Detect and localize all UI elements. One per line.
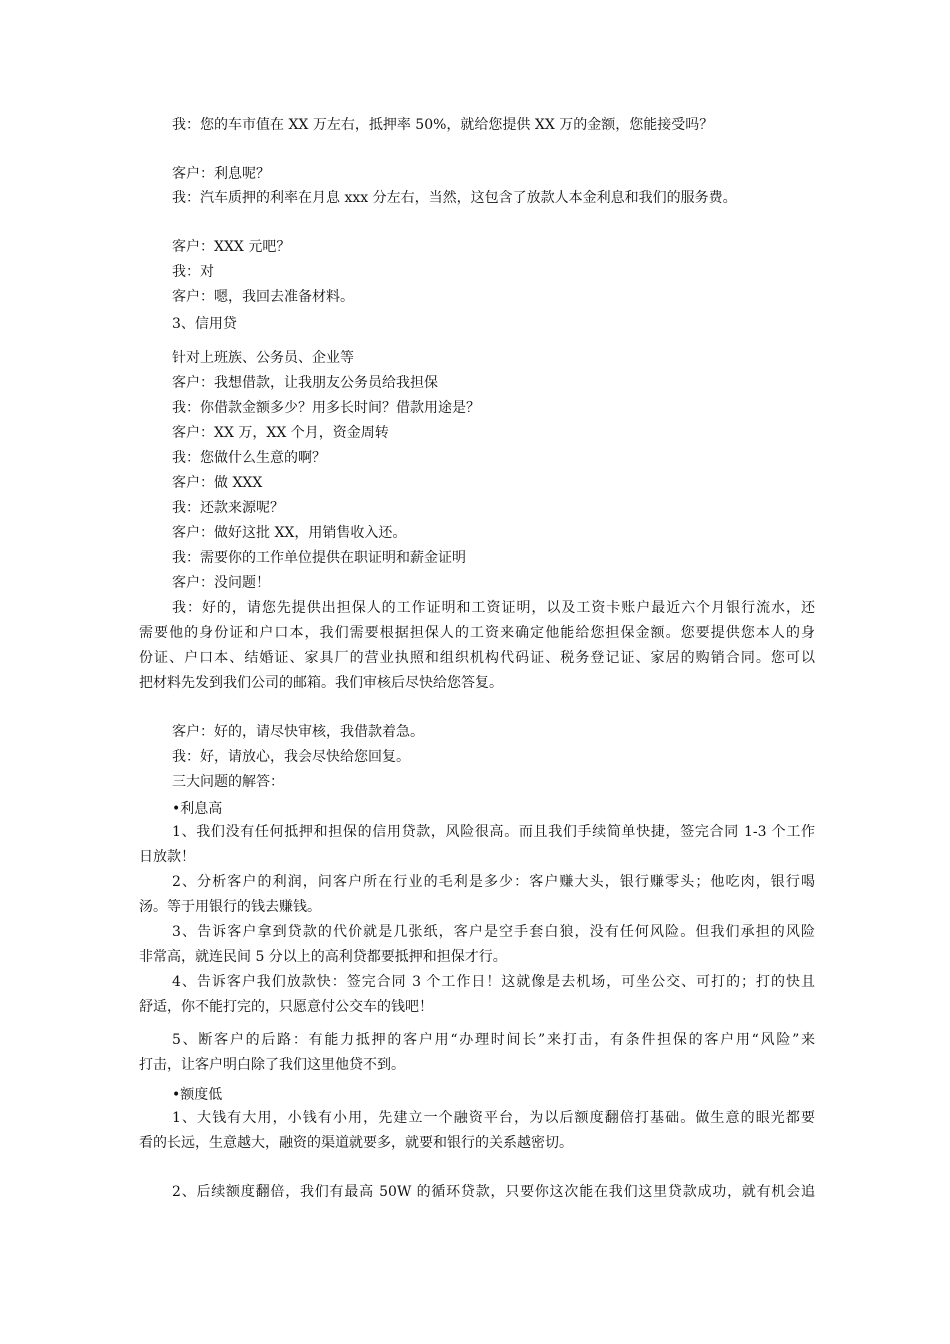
text-line: 客户：没问题！ bbox=[172, 575, 270, 591]
paragraph-line: 5、断客户的后路：有能力抵押的客户用“办理时间长”来打击，有条件担保的客户用“风险”来 bbox=[172, 1032, 815, 1048]
text-line: 客户：做 XXX bbox=[172, 475, 263, 491]
text-line: 客户：XX 万，XX 个月，资金周转 bbox=[172, 425, 389, 441]
paragraph-line: 4、告诉客户我们放款快：签完合同 3 个工作日！这就像是去机场，可坐公交、可打的；打的快且 bbox=[172, 974, 815, 990]
paragraph-line: 舒适，你不能打完的，只愿意付公交车的钱吧！ bbox=[139, 999, 433, 1015]
paragraph-line: 1、我们没有任何抵押和担保的信用贷款，风险很高。而且我们手续简单快捷，签完合同 1-3 个工作 bbox=[172, 824, 815, 840]
text-line: 三大问题的解答： bbox=[172, 774, 284, 790]
paragraph-line: 我：好的，请您先提供出担保人的工作证明和工资证明，以及工资卡账户最近六个月银行流水，还 bbox=[172, 600, 815, 616]
bullet-heading: •额度低 bbox=[172, 1087, 223, 1103]
paragraph-line: 2、分析客户的利润，问客户所在行业的毛利是多少：客户赚大头，银行赚零头；他吃肉，银行喝 bbox=[172, 874, 815, 890]
paragraph-line: 非常高，就连民间 5 分以上的高利贷都要抵押和担保才行。 bbox=[139, 949, 507, 965]
text-line: 我：汽车质押的利率在月息 xxx 分左右，当然，这包含了放款人本金利息和我们的服务费。 bbox=[172, 190, 737, 206]
paragraph-line: 2、后续额度翻倍，我们有最高 50W 的循环贷款，只要你这次能在我们这里贷款成功，就有机会追 bbox=[172, 1184, 815, 1200]
paragraph-line: 3、告诉客户拿到贷款的代价就是几张纸，客户是空手套白狼，没有任何风险。但我们承担的风险 bbox=[172, 924, 815, 940]
text-line: 我：您的车市值在 XX 万左右，抵押率 50%，就给您提供 XX 万的金额，您能接受吗？ bbox=[172, 117, 714, 133]
paragraph-line: 汤。等于用银行的钱去赚钱。 bbox=[139, 899, 321, 915]
text-line: 客户：嗯，我回去准备材料。 bbox=[172, 289, 354, 305]
section-heading: 3、信用贷 bbox=[172, 316, 237, 332]
text-line: 针对上班族、公务员、企业等 bbox=[172, 350, 354, 366]
paragraph-line: 打击，让客户明白除了我们这里他贷不到。 bbox=[139, 1057, 405, 1073]
paragraph-line: 把材料先发到我们公司的邮箱。我们审核后尽快给您答复。 bbox=[139, 675, 503, 691]
paragraph-line: 日放款！ bbox=[139, 849, 195, 865]
text-line: 客户：做好这批 XX，用销售收入还。 bbox=[172, 525, 407, 541]
bullet-heading: •利息高 bbox=[172, 801, 223, 817]
paragraph-line: 1、大钱有大用，小钱有小用，先建立一个融资平台，为以后额度翻倍打基础。做生意的眼光都要 bbox=[172, 1110, 815, 1126]
paragraph-line: 看的长远，生意越大，融资的渠道就要多，就要和银行的关系越密切。 bbox=[139, 1135, 573, 1151]
text-line: 客户：好的，请尽快审核，我借款着急。 bbox=[172, 724, 424, 740]
text-line: 客户：我想借款，让我朋友公务员给我担保 bbox=[172, 375, 438, 391]
paragraph-line: 需要他的身份证和户口本，我们需要根据担保人的工资来确定他能给您担保金额。您要提供您本人的身 bbox=[139, 625, 815, 641]
text-line: 客户：XXX 元吧？ bbox=[172, 239, 291, 255]
text-line: 我：对 bbox=[172, 264, 214, 280]
text-line: 我：你借款金额多少？用多长时间？借款用途是？ bbox=[172, 400, 480, 416]
paragraph-line: 份证、户口本、结婚证、家具厂的营业执照和组织机构代码证、税务登记证、家居的购销合同。您可以 bbox=[139, 650, 815, 666]
text-line: 我：需要你的工作单位提供在职证明和薪金证明 bbox=[172, 550, 466, 566]
text-line: 我：还款来源呢？ bbox=[172, 500, 284, 516]
text-line: 我：您做什么生意的啊？ bbox=[172, 450, 326, 466]
text-line: 我：好，请放心，我会尽快给您回复。 bbox=[172, 749, 410, 765]
text-line: 客户：利息呢？ bbox=[172, 166, 270, 182]
